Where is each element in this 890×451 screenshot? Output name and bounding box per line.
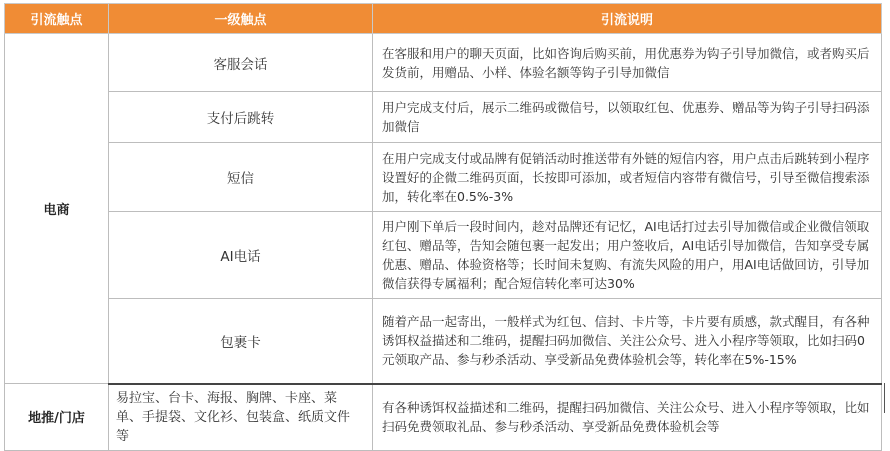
description-cell: 用户刚下单后一段时间内，趁对品牌还有记忆，AI电话打过去引导加微信或企业微信领取红包、赠品等，告知会随包裹一起发出；用户签收后，AI电话引导加微信，告知享受专属优惠、赠品、体验资格等；长时间未复购、有流失风险的用户，用AI电话做回访，引导加微信获得专属福利；配合短信转化率可达30% <box>373 212 882 299</box>
table-row <box>5 299 882 384</box>
edge-divider <box>884 383 885 413</box>
description-cell: 随着产品一起寄出，一般样式为红包、信封、卡片等，卡片要有质感，款式醒目，有各种诱饵权益描述和二维码，提醒扫码加微信、关注公众号、进入小程序等领取，比如扫码0元领取产品、参与秒杀活动、享受新品免费体验机会等，转化率在5%-15% <box>373 299 882 384</box>
table-row <box>5 384 882 451</box>
table-row <box>5 143 882 212</box>
description-cell: 有各种诱饵权益描述和二维码，提醒扫码加微信、关注公众号、进入小程序等领取，比如扫码免费领取礼品、参与秒杀活动、享受新品免费体验机会等 <box>373 384 882 451</box>
table-header-row <box>5 4 882 34</box>
touchpoint-cell: 短信 <box>109 143 373 212</box>
header-description: 引流说明 <box>373 4 882 34</box>
table-row <box>5 212 882 299</box>
table-row <box>5 34 882 92</box>
table-row <box>5 92 882 143</box>
category-offline-store: 地推/门店 <box>5 384 109 451</box>
touchpoint-cell: AI电话 <box>109 212 373 299</box>
description-cell: 在用户完成支付或品牌有促销活动时推送带有外链的短信内容，用户点击后跳转到小程序设置好的企微二维码页面，长按即可添加，或者短信内容带有微信号，引导至微信搜索添加，转化率在0.5%-3% <box>373 143 882 212</box>
touchpoint-cell: 客服会话 <box>109 34 373 92</box>
header-primary-touchpoint: 一级触点 <box>109 4 373 34</box>
description-cell: 用户完成支付后，展示二维码或微信号，以领取红包、优惠券、赠品等为钩子引导扫码添加微信 <box>373 92 882 143</box>
touchpoint-cell: 包裹卡 <box>109 299 373 384</box>
touchpoint-cell: 易拉宝、台卡、海报、胸牌、卡座、菜单、手提袋、文化衫、包装盒、纸质文件等 <box>109 384 373 451</box>
description-cell: 在客服和用户的聊天页面，比如咨询后购买前，用优惠券为钩子引导加微信，或者购买后发货前，用赠品、小样、体验名额等钩子引导加微信 <box>373 34 882 92</box>
header-touchpoint-type: 引流触点 <box>5 4 109 34</box>
category-ecommerce: 电商 <box>5 34 109 384</box>
lead-channel-table <box>4 3 882 451</box>
touchpoint-cell: 支付后跳转 <box>109 92 373 143</box>
